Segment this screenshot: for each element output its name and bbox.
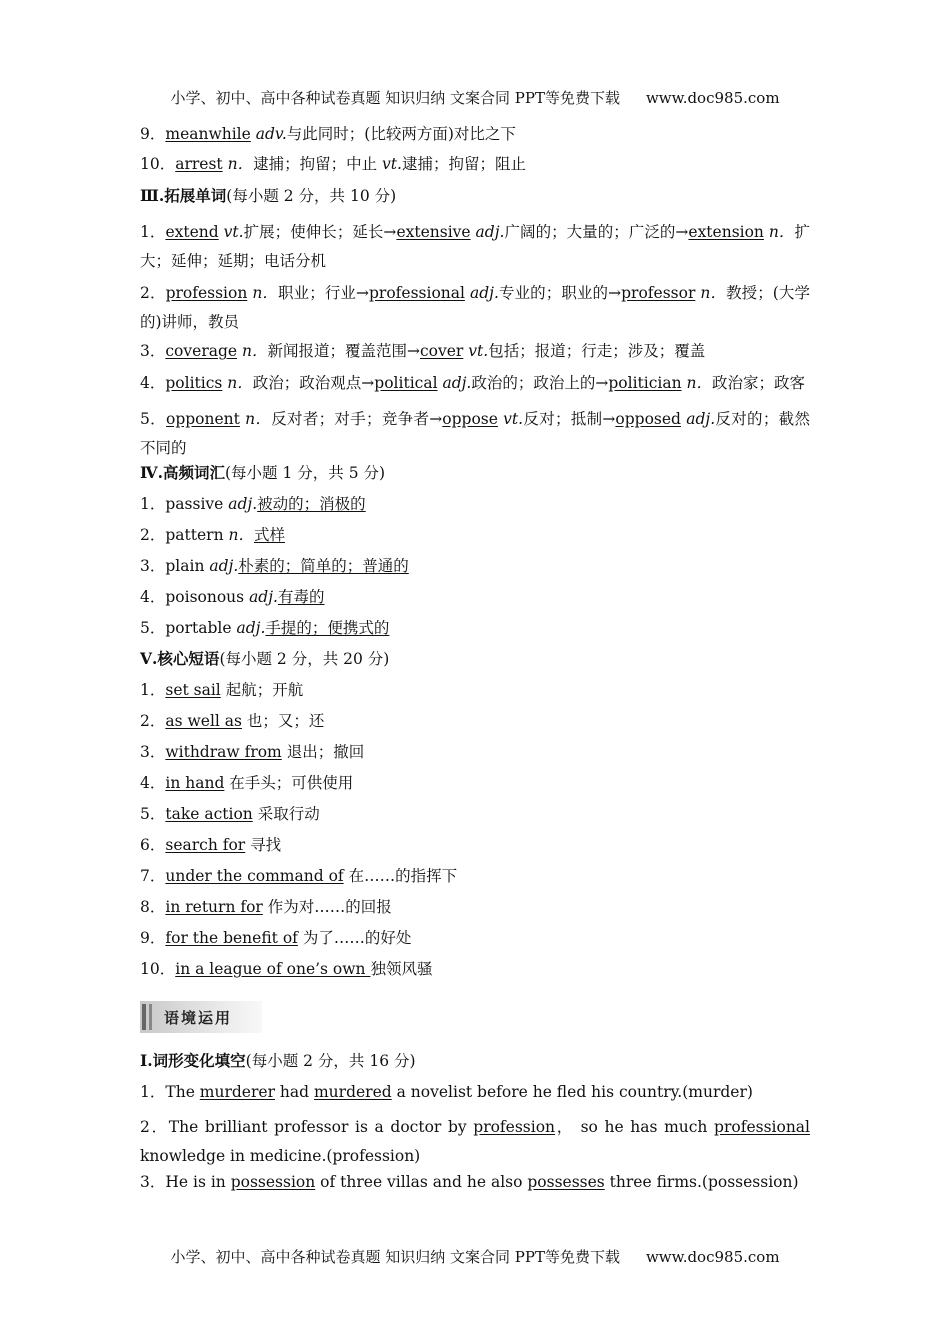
banner-bar-decoration bbox=[142, 1004, 146, 1030]
phrase-item: 10．in a league of one’s own 独领风骚 bbox=[140, 960, 433, 978]
header-text: 小学、初中、高中各种试卷真题 知识归纳 文案合同 PPT等免费下载 bbox=[170, 89, 620, 107]
section-title-core-phrases: Ⅴ.核心短语(每小题 2 分，共 20 分) bbox=[140, 649, 390, 668]
extend-item-2: 2．profession n．职业；行业→professional adj.专业的；职业的→professor n．教授；(大学的)讲师，教员 bbox=[140, 284, 810, 331]
header-site-link[interactable]: www.doc985.com bbox=[645, 89, 780, 107]
question-1: 1．The murderer had murdered a novelist before he fled his country.(murder) bbox=[140, 1083, 753, 1101]
phrase-item: 4．in hand 在手头；可供使用 bbox=[140, 774, 354, 792]
footer-text: 小学、初中、高中各种试卷真题 知识归纳 文案合同 PPT等免费下载 bbox=[170, 1248, 620, 1266]
extend-item-1: 1．extend vt.扩展；使伸长；延长→extensive adj.广阔的；大量的；广泛的→extension n．扩大；延伸；延期；电话分机 bbox=[140, 223, 810, 270]
high-frequency-item: 1．passive adj.被动的；消极的 bbox=[140, 495, 366, 513]
vocab-item-9: 9．meanwhile adv.与此同时；(比较两方面)对比之下 bbox=[140, 125, 516, 143]
page-header bbox=[0, 87, 950, 108]
extend-item-3: 3．coverage n．新闻报道；覆盖范围→cover vt.包括；报道；行走；涉及；覆盖 bbox=[140, 342, 706, 360]
extend-item-4: 4．politics n．政治；政治观点→political adj.政治的；政治上的→politician n．政治家；政客 bbox=[140, 374, 806, 392]
vocab-item-10: 10．arrest n．逮捕；拘留；中止 vt.逮捕；拘留；阻止 bbox=[140, 155, 526, 173]
phrase-item: 7．under the command of 在……的指挥下 bbox=[140, 867, 458, 885]
phrase-item: 2．as well as 也；又；还 bbox=[140, 712, 325, 730]
exercise-body bbox=[140, 1051, 810, 1203]
section-banner bbox=[140, 1001, 262, 1033]
banner-bar-decoration bbox=[149, 1004, 152, 1030]
high-frequency-item: 2．pattern n．式样 bbox=[140, 526, 285, 544]
phrase-item: 9．for the benefit of 为了……的好处 bbox=[140, 929, 412, 947]
footer-site-link[interactable]: www.doc985.com bbox=[645, 1248, 780, 1266]
phrase-item: 3．withdraw from 退出；撤回 bbox=[140, 743, 365, 761]
phrase-item: 8．in return for 作为对……的回报 bbox=[140, 898, 392, 916]
page-footer bbox=[0, 1246, 950, 1267]
question-3: 3．He is in possession of three villas and he also possesses three firms.(possession) bbox=[140, 1173, 799, 1191]
banner-label: 语境运用 bbox=[164, 1009, 233, 1027]
high-frequency-item: 5．portable adj.手提的；便携式的 bbox=[140, 619, 390, 637]
high-frequency-item: 3．plain adj.朴素的；简单的；普通的 bbox=[140, 557, 409, 575]
phrase-item: 1．set sail 起航；开航 bbox=[140, 681, 304, 699]
section-title-high-frequency: Ⅳ.高频词汇(每小题 1 分，共 5 分) bbox=[140, 463, 386, 482]
phrase-item: 5．take action 采取行动 bbox=[140, 805, 320, 823]
section-title-extend-words: Ⅲ.拓展单词(每小题 2 分，共 10 分) bbox=[140, 186, 397, 205]
section-title-word-forms: Ⅰ.词形变化填空(每小题 2 分，共 16 分) bbox=[140, 1051, 416, 1070]
phrase-item: 6．search for 寻找 bbox=[140, 836, 282, 854]
question-2: 2．The brilliant professor is a doctor by profession， so he has much professional knowledge in medicine.(profession) bbox=[140, 1118, 810, 1165]
extend-item-5: 5．opponent n．反对者；对手；竞争者→oppose vt.反对；抵制→opposed adj.反对的；截然不同的 bbox=[140, 410, 810, 457]
high-frequency-item: 4．poisonous adj.有毒的 bbox=[140, 588, 325, 606]
document-body bbox=[140, 124, 810, 990]
